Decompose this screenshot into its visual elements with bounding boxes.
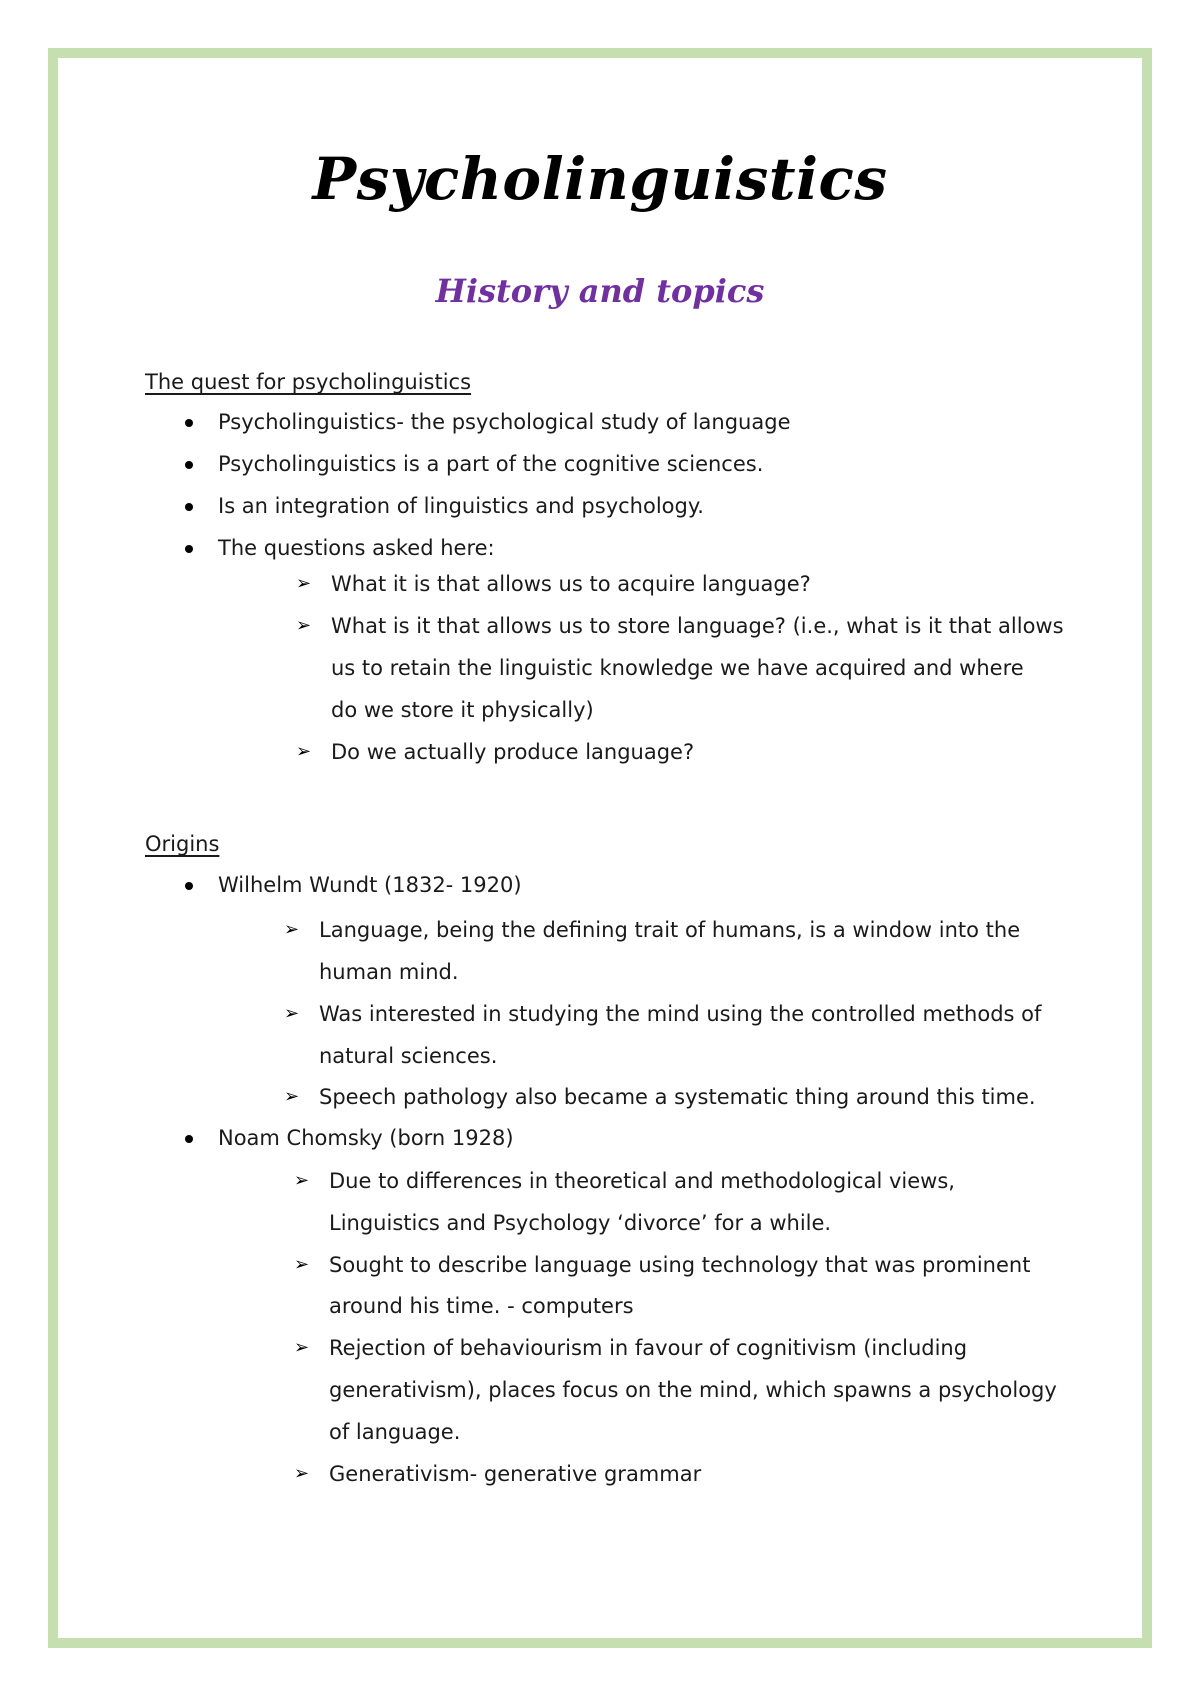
sub-item-line: human mind.	[319, 960, 459, 984]
list-item-text: Psycholinguistics is a part of the cognitive sciences.	[218, 452, 764, 476]
arrow-bullet-icon: ➢	[296, 615, 312, 636]
list-item-text: The questions asked here:	[218, 536, 495, 560]
sub-item-line: What is it that allows us to store language? (i.e., what is it that allows	[331, 614, 1064, 638]
sub-item-line: Do we actually produce language?	[331, 740, 695, 764]
sub-item-line: Rejection of behaviourism in favour of cognitivism (including	[329, 1336, 968, 1360]
bullet-dot-icon	[185, 503, 193, 511]
list-item-text: Psycholinguistics- the psychological study of language	[218, 410, 791, 434]
section-heading-quest: The quest for psycholinguistics	[145, 370, 472, 394]
bullet-dot-icon	[185, 419, 193, 427]
sub-item-line: of language.	[329, 1420, 461, 1444]
sub-item-line: What it is that allows us to acquire language?	[331, 572, 811, 596]
sub-item-line: Speech pathology also became a systematic thing around this time.	[319, 1085, 1036, 1109]
sub-item-line: Due to differences in theoretical and methodological views,	[329, 1169, 955, 1193]
page-subtitle: History and topics	[435, 272, 765, 310]
sub-item-line: us to retain the linguistic knowledge we have acquired and where	[331, 656, 1024, 680]
sub-item-line: Was interested in studying the mind using the controlled methods of	[319, 1002, 1042, 1026]
arrow-bullet-icon: ➢	[294, 1337, 310, 1358]
arrow-bullet-icon: ➢	[294, 1463, 310, 1484]
arrow-bullet-icon: ➢	[284, 919, 300, 940]
arrow-bullet-icon: ➢	[296, 573, 312, 594]
sub-item-line: Linguistics and Psychology ‘divorce’ for a while.	[329, 1211, 832, 1235]
section-heading-origins: Origins	[145, 832, 220, 856]
sub-item-line: do we store it physically)	[331, 698, 594, 722]
bullet-dot-icon	[185, 545, 193, 553]
sub-item-line: Sought to describe language using technology that was prominent	[329, 1253, 1031, 1277]
arrow-bullet-icon: ➢	[284, 1086, 300, 1107]
list-item-text: Wilhelm Wundt (1832- 1920)	[218, 873, 522, 897]
arrow-bullet-icon: ➢	[294, 1254, 310, 1275]
bullet-dot-icon	[185, 461, 193, 469]
arrow-bullet-icon: ➢	[296, 741, 312, 762]
sub-item-line: natural sciences.	[319, 1044, 498, 1068]
sub-item-line: Generativism- generative grammar	[329, 1462, 702, 1486]
bullet-dot-icon	[185, 882, 193, 890]
list-item-text: Is an integration of linguistics and psychology.	[218, 494, 704, 518]
page-title: Psycholinguistics	[312, 145, 888, 213]
sub-item-line: around his time. - computers	[329, 1294, 634, 1318]
list-item-text: Noam Chomsky (born 1928)	[218, 1126, 514, 1150]
sub-item-line: Language, being the defining trait of humans, is a window into the	[319, 918, 1021, 942]
bullet-dot-icon	[185, 1135, 193, 1143]
arrow-bullet-icon: ➢	[284, 1003, 300, 1024]
sub-item-line: generativism), places focus on the mind, which spawns a psychology	[329, 1378, 1057, 1402]
arrow-bullet-icon: ➢	[294, 1170, 310, 1191]
